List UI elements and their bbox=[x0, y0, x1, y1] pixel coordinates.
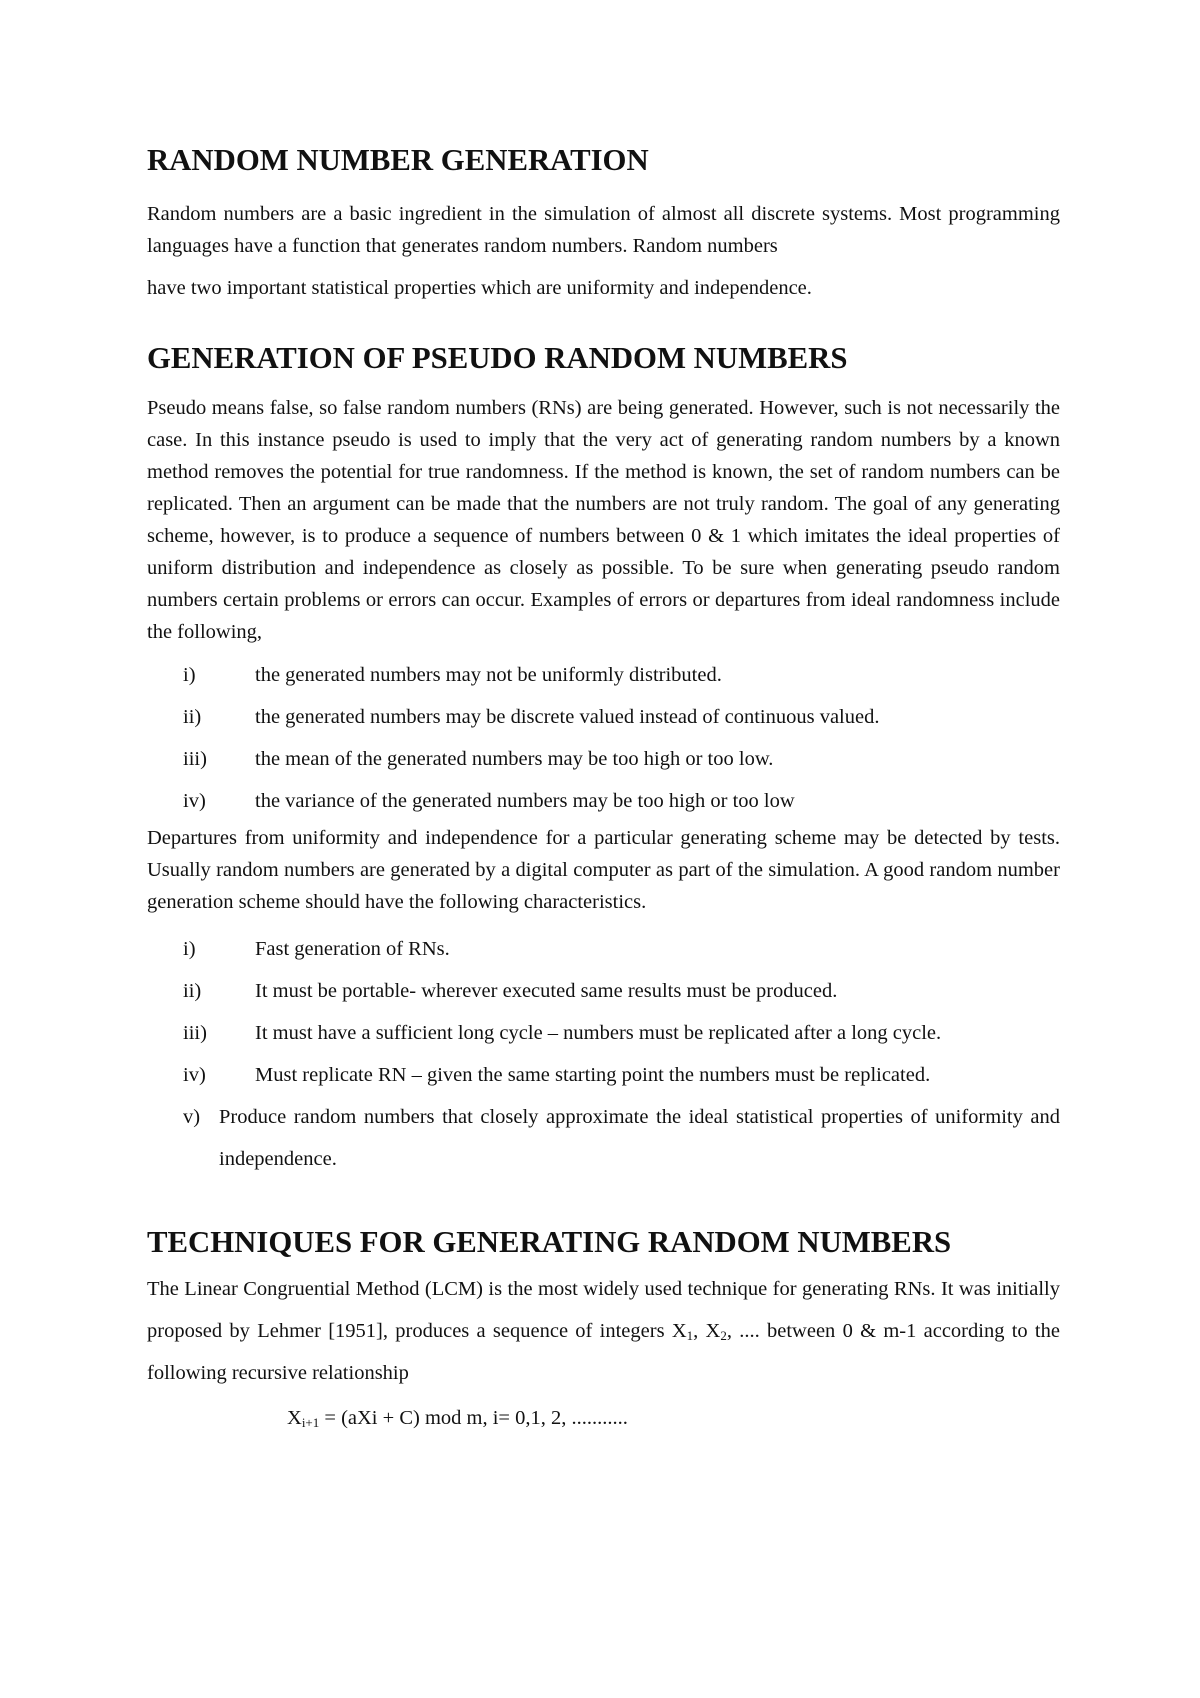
list-item bbox=[147, 654, 1060, 696]
list-item-text: Produce random numbers that closely approximate the ideal statistical properties of uniformity and independence. bbox=[219, 1106, 1060, 1170]
pseudo-paragraph: Pseudo means false, so false random numbers (RNs) are being generated. However, such is not necessarily the case. In this instance pseudo is used to imply that the very act of generating random numbers by a known method removes the potential for true randomness. If the method is known, the set of random numbers can be replicated. Then an argument can be made that the numbers are not truly random. The goal of any generating scheme, however, is to produce a sequence of numbers between 0 & 1 which imitates the ideal properties of uniform distribution and independence as closely as possible. To be sure when generating pseudo random numbers certain problems or errors can occur. Examples of errors or departures from ideal randomness include the following, bbox=[147, 397, 1060, 643]
list-item-number: ii) bbox=[183, 980, 202, 1002]
list-item-text: It must be portable- wherever executed same results must be produced. bbox=[255, 980, 838, 1002]
intro-paragraph bbox=[147, 198, 1060, 304]
list-item-number: v) bbox=[183, 1106, 201, 1128]
intro-text-a: Random numbers are a basic ingredient in the simulation of almost all discrete systems. Most programming languages have a function that generates random numbers. Random numbers bbox=[147, 203, 1060, 257]
list-item-text: the generated numbers may not be uniformly distributed. bbox=[255, 664, 722, 686]
list-item bbox=[147, 928, 1060, 970]
equation-subscript: i+1 bbox=[301, 1415, 320, 1430]
list-item-number: iv) bbox=[183, 1064, 206, 1086]
departures-paragraph: Departures from uniformity and independence for a particular generating scheme may be detected by tests. Usually random numbers are generated by a digital computer as part of the simulation. A good random number generation scheme should have the following characteristics. bbox=[147, 827, 1060, 913]
list-item-number: iii) bbox=[183, 748, 207, 770]
list-item-number: iv) bbox=[183, 790, 206, 812]
list-item bbox=[147, 1012, 1060, 1054]
heading-random-number-generation: RANDOM NUMBER GENERATION bbox=[147, 143, 649, 177]
list-item bbox=[147, 1054, 1060, 1096]
heading-pseudo-random: GENERATION OF PSEUDO RANDOM NUMBERS bbox=[147, 341, 848, 375]
equation-lhs: X bbox=[287, 1407, 302, 1429]
document-content bbox=[147, 143, 1060, 1434]
list-item-number: i) bbox=[183, 938, 196, 960]
list-item bbox=[147, 696, 1060, 738]
list-item-text: Must replicate RN – given the same starting point the numbers must be replicated. bbox=[255, 1064, 931, 1086]
characteristics-list bbox=[147, 928, 1060, 1180]
list-item-text: Fast generation of RNs. bbox=[255, 938, 450, 960]
list-item-number: iii) bbox=[183, 1022, 207, 1044]
list-item-text: the variance of the generated numbers may be too high or too low bbox=[255, 790, 795, 812]
list-item bbox=[147, 738, 1060, 780]
list-item bbox=[147, 970, 1060, 1012]
subscript-2: 2 bbox=[720, 1328, 727, 1343]
list-item bbox=[147, 1096, 1060, 1180]
lcm-equation bbox=[147, 1402, 1060, 1434]
lcm-text-end: , .... between 0 & m-1 according to the following recursive relationship bbox=[147, 1320, 1060, 1384]
subscript-1: 1 bbox=[686, 1328, 694, 1343]
list-item-text: It must have a sufficient long cycle – numbers must be replicated after a long cycle. bbox=[255, 1022, 942, 1044]
lcm-text-start: The Linear Congruential Method (LCM) is the most widely used technique for generating RNs. It was initially proposed by Lehmer [1951], produces a sequence of integers X bbox=[147, 1278, 1060, 1342]
heading-techniques: TECHNIQUES FOR GENERATING RANDOM NUMBERS bbox=[147, 1225, 952, 1259]
list-item bbox=[147, 780, 1060, 822]
list-item-text: the generated numbers may be discrete valued instead of continuous valued. bbox=[255, 706, 880, 728]
errors-list bbox=[147, 654, 1060, 822]
lcm-paragraph bbox=[147, 1268, 1060, 1394]
list-item-text: the mean of the generated numbers may be too high or too low. bbox=[255, 748, 774, 770]
list-item-number: i) bbox=[183, 664, 196, 686]
list-item-number: ii) bbox=[183, 706, 202, 728]
equation-rhs: = (aXi + C) mod m, i= 0,1, 2, ........... bbox=[319, 1407, 628, 1429]
intro-text-b: have two important statistical properties which are uniformity and independence. bbox=[147, 277, 812, 299]
lcm-separator: , X bbox=[693, 1320, 721, 1342]
